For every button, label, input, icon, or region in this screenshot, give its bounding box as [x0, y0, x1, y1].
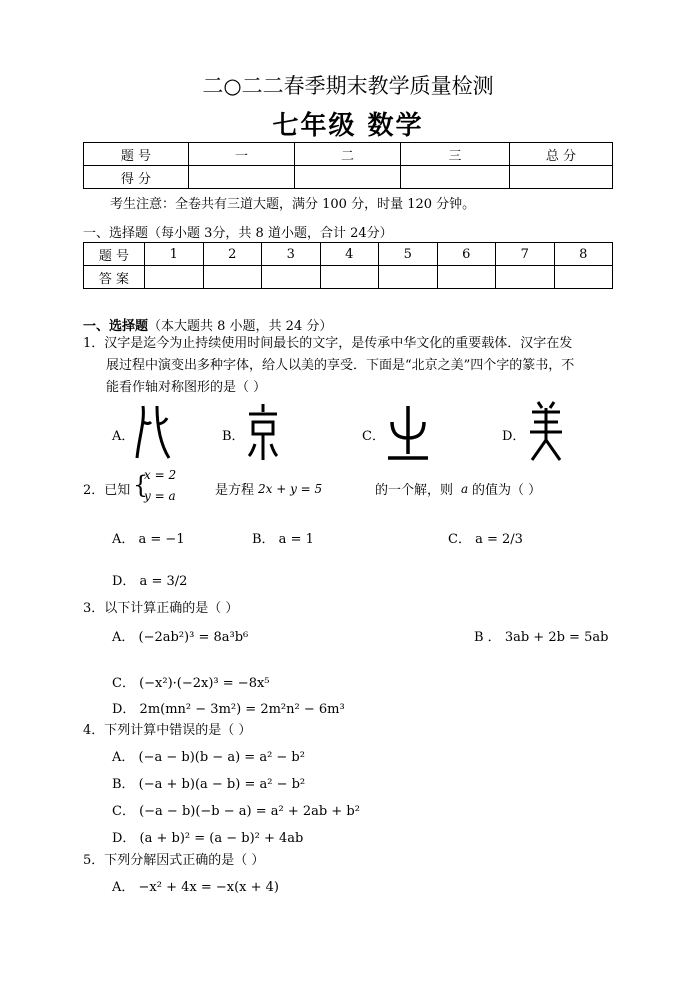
q2-equation: 2x + y = 5 — [258, 482, 323, 496]
score-cell[interactable] — [401, 166, 510, 189]
answer-cell[interactable] — [437, 266, 496, 289]
q2-mid: 是方程 — [215, 483, 255, 498]
q2-prefix: 2．已知 — [83, 483, 131, 498]
q1-line2: 展过程中演变出多种字体，给人以美的享受．下面是“北京之美”四个字的篆书，不 — [106, 358, 575, 373]
q3-stem: 3．以下计算正确的是（ ） — [83, 601, 239, 616]
answer-cell[interactable] — [379, 266, 438, 289]
section1-heading-bold: 一、选择题 — [83, 319, 149, 334]
score-table — [83, 142, 613, 189]
score-cell[interactable] — [295, 166, 401, 189]
q3-option-c[interactable]: C． (−x²)·(−2x)³ = −8x⁵ — [112, 676, 270, 691]
q2-option-b[interactable]: B． a = 1 — [252, 532, 314, 547]
q1-option-d[interactable]: D． — [502, 429, 526, 444]
score-col-header: 总 分 — [510, 143, 613, 166]
score-row-label: 题 号 — [84, 143, 189, 166]
answer-col-number: 2 — [203, 243, 262, 266]
answer-col-number: 3 — [262, 243, 321, 266]
seal-character-jing-icon — [245, 402, 281, 462]
score-row-label: 得 分 — [84, 166, 189, 189]
answer-col-number: 5 — [379, 243, 438, 266]
answer-col-number: 7 — [496, 243, 555, 266]
q2-brace: { — [133, 471, 149, 499]
section1-heading-rest: （本大题共 8 小题，共 24 分） — [148, 319, 333, 334]
q5-stem: 5．下列分解因式正确的是（ ） — [83, 853, 265, 868]
q4-option-b[interactable]: B． (−a + b)(a − b) = a² − b² — [112, 777, 306, 792]
q4-stem: 4．下列计算中错误的是（ ） — [83, 723, 252, 738]
score-col-header: 三 — [401, 143, 510, 166]
q3-option-a[interactable]: A． (−2ab²)³ = 8a³b⁶ — [112, 630, 249, 645]
q2-variable: a — [461, 482, 469, 496]
answer-row-label: 题 号 — [84, 243, 145, 266]
q3-option-b[interactable]: B ． 3ab + 2b = 5ab — [474, 630, 609, 645]
score-cell[interactable] — [510, 166, 613, 189]
answer-col-number: 1 — [145, 243, 204, 266]
q2-suffix: 的一个解，则 — [375, 483, 454, 498]
answer-cell[interactable] — [554, 266, 613, 289]
q2-option-c[interactable]: C． a = 2/3 — [448, 532, 523, 547]
score-cell[interactable] — [189, 166, 295, 189]
answer-row-label: 答 案 — [84, 266, 145, 289]
answer-table — [83, 242, 613, 289]
score-col-header: 二 — [295, 143, 401, 166]
answer-col-number: 6 — [437, 243, 496, 266]
q2-system-eq2: y = a — [144, 489, 176, 503]
q1-option-a[interactable]: A． — [112, 429, 135, 444]
q2-system-eq1: x = 2 — [144, 468, 177, 482]
answer-section-heading: 一、选择题（每小题 3分，共 8 道小题，合计 24分） — [83, 226, 393, 241]
q5-option-a[interactable]: A． −x² + 4x = −x(x + 4) — [112, 880, 280, 895]
exam-title: 二○二二春季期末教学质量检测 — [202, 74, 494, 98]
q4-option-c[interactable]: C． (−a − b)(−b − a) = a² + 2ab + b² — [112, 804, 360, 819]
answer-cell[interactable] — [320, 266, 379, 289]
score-col-header: 一 — [189, 143, 295, 166]
q4-option-d[interactable]: D． (a + b)² = (a − b)² + 4ab — [112, 831, 304, 846]
exam-subtitle: 七年级 数学 — [272, 111, 424, 141]
q3-option-d[interactable]: D． 2m(mn² − 3m²) = 2m²n² − 6m³ — [112, 702, 345, 717]
seal-character-zhi-icon — [386, 402, 430, 462]
answer-cell[interactable] — [145, 266, 204, 289]
q1-option-c[interactable]: C． — [362, 429, 385, 444]
q4-option-a[interactable]: A． (−a − b)(b − a) = a² − b² — [112, 750, 305, 765]
exam-notice: 考生注意：全卷共有三道大题，满分 100 分，时量 120 分钟。 — [110, 197, 476, 212]
seal-character-bei-icon — [135, 402, 171, 462]
q2-option-d[interactable]: D． a = 3/2 — [112, 574, 188, 589]
seal-character-mei-icon — [526, 400, 566, 464]
answer-cell[interactable] — [496, 266, 555, 289]
q1-option-b[interactable]: B． — [222, 429, 245, 444]
answer-cell[interactable] — [203, 266, 262, 289]
answer-col-number: 4 — [320, 243, 379, 266]
q1-line1: 1．汉字是迄今为止持续使用时间最长的文字，是传承中华文化的重要载体．汉字在发 — [83, 336, 573, 351]
q1-line3: 能看作轴对称图形的是（ ） — [106, 380, 267, 395]
q2-suffix2: 的值为（ ） — [472, 483, 542, 498]
answer-col-number: 8 — [554, 243, 613, 266]
q2-option-a[interactable]: A． a = −1 — [112, 532, 185, 547]
answer-cell[interactable] — [262, 266, 321, 289]
section1-heading — [83, 315, 332, 334]
